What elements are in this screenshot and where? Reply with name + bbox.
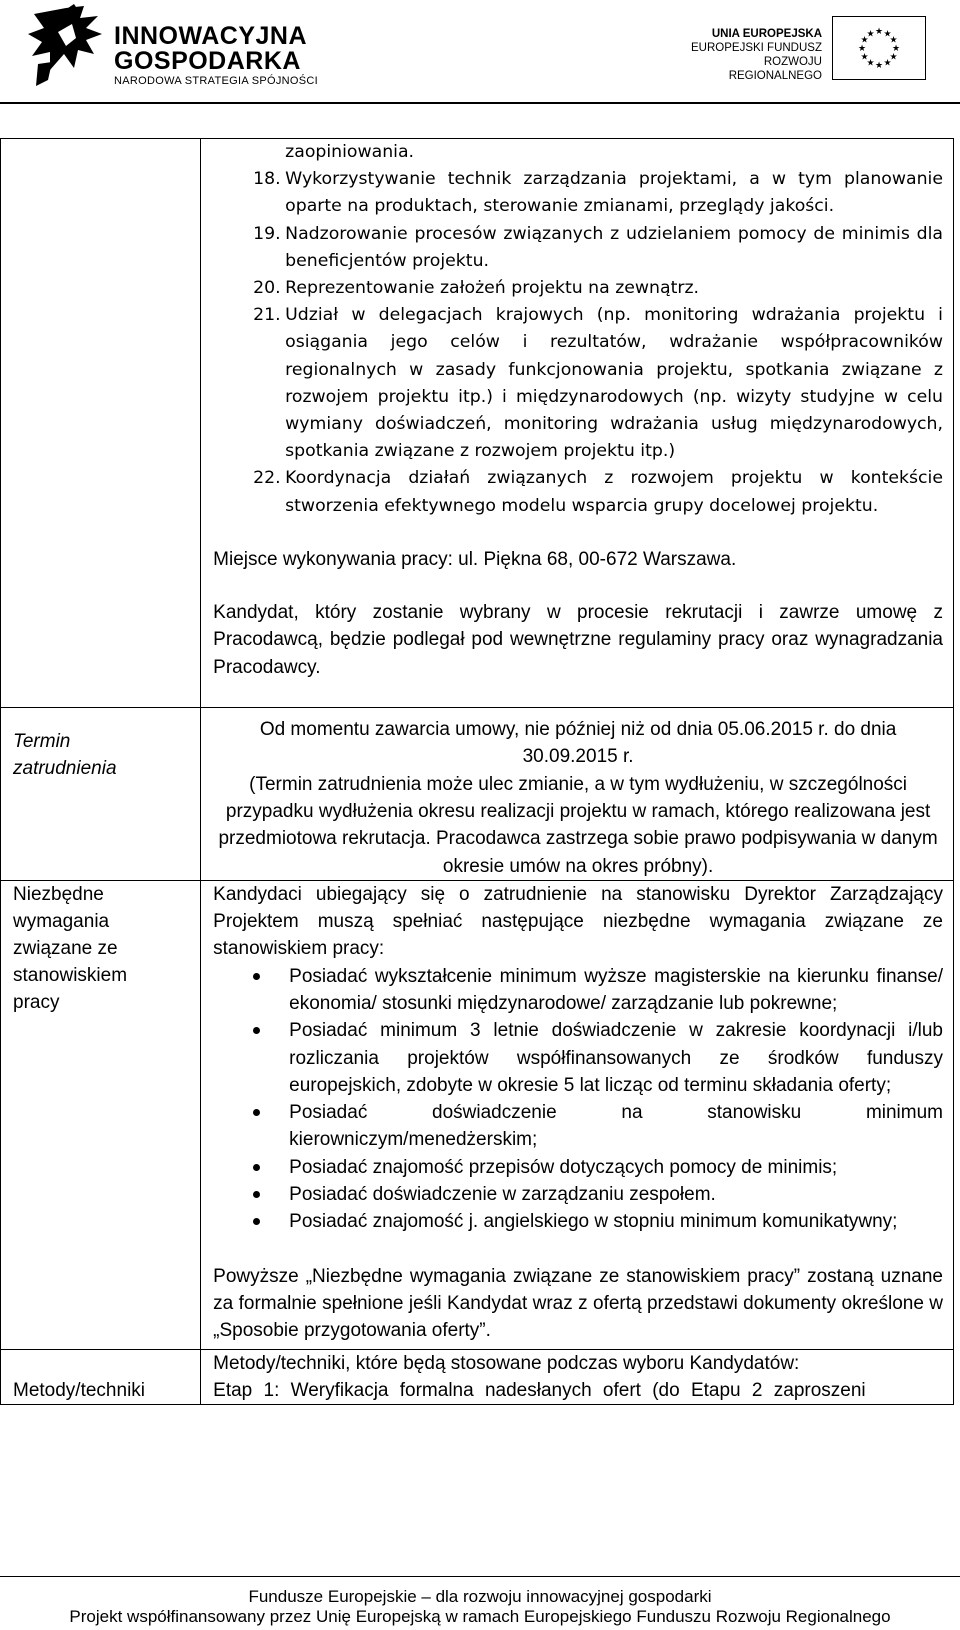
tasks-label-cell: [1, 139, 201, 708]
eu-text: [672, 27, 822, 83]
list-item: 19. Nadzorowanie procesów związanych z udzielaniem pomocy de minimis dla beneficjentów projektu.: [253, 223, 943, 271]
svg-text:★: ★: [889, 35, 898, 46]
employment-term-dates: Od momentu zawarcia umowy, nie później niż od dnia 05.06.2015 r. do dnia 30.09.2015 r.: [259, 719, 897, 768]
svg-text:★: ★: [874, 27, 884, 37]
svg-text:★: ★: [866, 29, 875, 40]
list-item: Posiadać znajomość przepisów dotyczących pomocy de minimis;: [213, 1154, 943, 1181]
list-item: Posiadać znajomość j. angielskiego w stopniu minimum komunikatywny;: [213, 1208, 943, 1235]
table-row-tasks: [1, 139, 954, 708]
regulations-text: Kandydat, który zostanie wybrany w procesie rekrutacji i zawrze umowę z Pracodawcą, będzie podlegał pod wewnętrzne regulaminy pracy oraz wynagradzania Pracodawcy.: [213, 602, 943, 678]
list-item: Posiadać doświadczenie w zarządzaniu zespołem.: [213, 1181, 943, 1208]
svg-text:★: ★: [866, 58, 875, 69]
list-item: 22. Koordynacja działań związanych z rozwojem projektu w kontekście stworzenia efektywnego modelu wsparcia grupy docelowej projektu.: [253, 468, 943, 516]
eu-flag-icon: [832, 16, 926, 80]
logo-subtitle: NARODOWA STRATEGIA SPÓJNOŚCI: [114, 75, 318, 87]
svg-text:★: ★: [883, 29, 892, 40]
logo-title-line1: INNOWACYJNA: [114, 22, 308, 50]
list-item: Posiadać wykształcenie minimum wyższe magisterskie na kierunku finanse/ ekonomia/ stosunki międzynarodowe/ zarządzanie lub pokrewne;: [213, 963, 943, 1018]
table-row-methods: [1, 1349, 954, 1405]
footer-divider: [0, 1576, 960, 1577]
svg-text:★: ★: [883, 58, 892, 69]
requirements-label: Niezbędne wymagania związane ze stanowiskiem pracy: [13, 883, 128, 1013]
svg-text:★: ★: [874, 61, 884, 71]
methods-stage1: Etap 1: Weryfikacja formalna nadesłanych ofert (do Etapu 2 zaproszeni: [213, 1379, 866, 1401]
requirements-list: [213, 963, 943, 1236]
footer-line2: Projekt współfinansowany przez Unię Europejską w ramach Europejskiego Funduszu Rozwoju Regionalnego: [69, 1607, 891, 1626]
header-divider: [0, 102, 960, 104]
footer-line1: Fundusze Europejskie – dla rozwoju innowacyjnej gospodarki: [248, 1587, 712, 1606]
svg-text:★: ★: [860, 52, 869, 63]
list-item: Posiadać doświadczenie na stanowisku minimum kierowniczym/menedżerskim;: [213, 1099, 943, 1154]
table-row-requirements: [1, 880, 954, 1349]
employment-term-note: (Termin zatrudnienia może ulec zmianie, a w tym wydłużeniu, w szczególności przypadku wydłużenia okresu realizacji projektu w ramach, którego realizowana jest przedmiotowa rekrutacja. Pracodawca zastrzega sobie prawo podpisywania w danym okresie umów na okres próbny).: [218, 773, 938, 877]
table-row-employment-term: [1, 708, 954, 881]
eu-line2: EUROPEJSKI FUNDUSZ: [691, 42, 822, 54]
innowacyjna-gospodarka-logo: [28, 4, 348, 90]
logo-title-line2: GOSPODARKA: [114, 47, 301, 75]
list-item: 20. Reprezentowanie założeń projektu na zewnątrz.: [253, 278, 700, 299]
methods-label: Metody/techniki: [13, 1380, 146, 1402]
employment-term-label: Termin zatrudnienia: [13, 731, 117, 780]
page-footer: [0, 1587, 960, 1627]
list-item-continuation: zaopiniowania.: [285, 142, 415, 162]
svg-text:★: ★: [889, 52, 898, 63]
eu-line1: UNIA EUROPEJSKA: [711, 28, 822, 40]
list-item: 18. Wykorzystywanie technik zarządzania projektami, a w tym planowanie oparte na produktach, sterowanie zmianami, przeglądy jakości.: [253, 169, 943, 217]
task-list: [213, 139, 943, 520]
list-item: Posiadać minimum 3 letnie doświadczenie w zakresie koordynacji i/lub rozliczania projektów współfinansowanych ze środków funduszy europejskich, zdobyte w okresie 5 lat licząc od terminu składania oferty;: [213, 1017, 943, 1099]
eu-line3: ROZWOJU REGIONALNEGO: [728, 56, 822, 82]
svg-text:★: ★: [891, 44, 901, 54]
tasks-content-cell: [201, 139, 954, 708]
requirements-note: Powyższe „Niezbędne wymagania związane ze stanowiskiem pracy” zostaną uznane za formalnie spełnione jeśli Kandydat wraz z ofertą przedstawi dokumenty określone w „Sposobie przygotowania oferty”.: [213, 1265, 943, 1342]
logo-mark-icon: [28, 4, 108, 90]
methods-intro: Metody/techniki, które będą stosowane podczas wyboru Kandydatów:: [213, 1352, 800, 1374]
requirements-intro: Kandydaci ubiegający się o zatrudnienie na stanowisku Dyrektor Zarządzający Projektem muszą spełniać następujące niezbędne wymagania związane ze stanowiskiem pracy:: [213, 883, 943, 960]
workplace-text: Miejsce wykonywania pracy: ul. Piękna 68, 00-672 Warszawa.: [213, 548, 737, 570]
svg-text:★: ★: [857, 44, 867, 54]
list-item: 21. Udział w delegacjach krajowych (np. monitoring wdrażania projektu i osiągania jego celów i rezultatów, wdrażanie współpracowników regionalnych w zasady funkcjonowania projektu, spotkania związane z rozwojem projektu itp.) i międzynarodowych (np. wizyty studyjne w celu wymiany doświadczeń, monitoring wdrażania usług międzynarodowych, spotkania związane z rozwojem projektu itp.): [253, 305, 943, 462]
svg-text:★: ★: [860, 35, 869, 46]
job-offer-table: [0, 138, 954, 1405]
page-header: [0, 0, 960, 104]
